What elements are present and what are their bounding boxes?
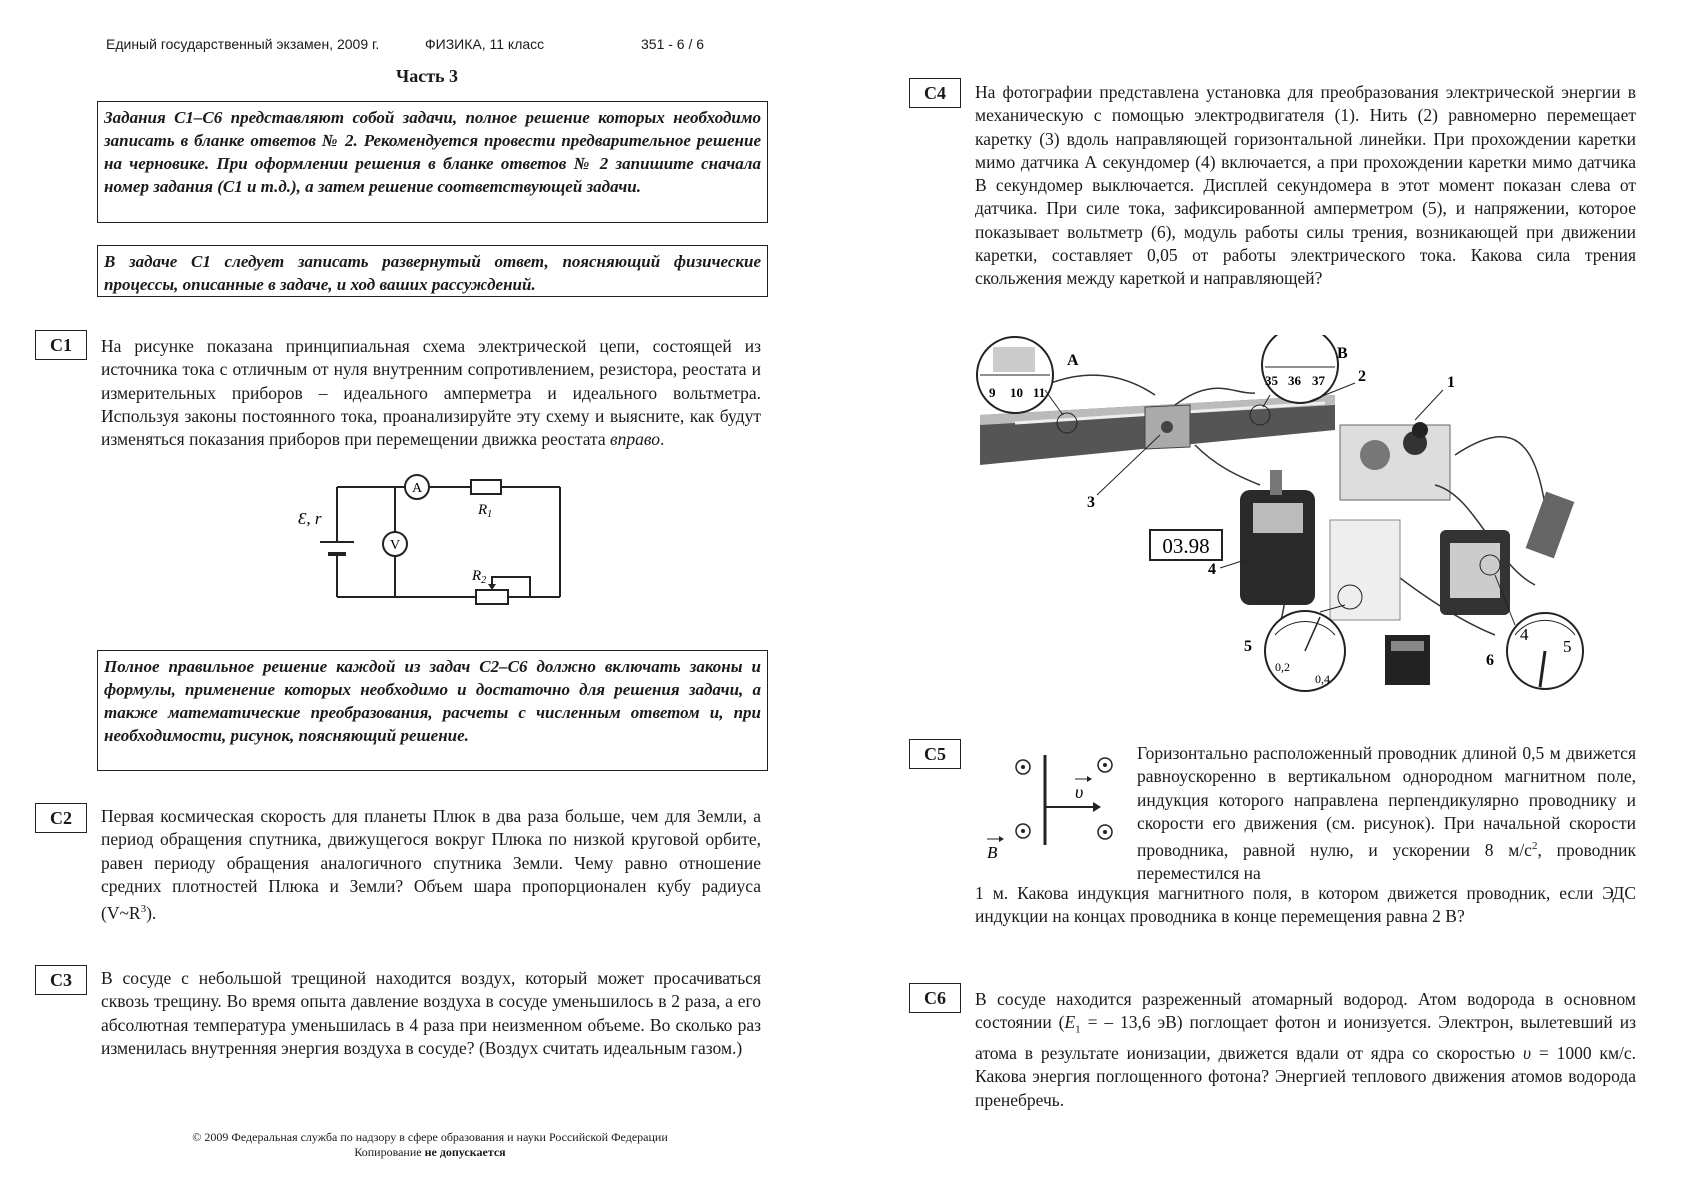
svg-text:0,2: 0,2 (1275, 660, 1290, 674)
task-text-c1: На рисунке показана принципиальная схема электрической цепи, состоящей из источника тока с отличным от нуля внутренним сопротивлением, резистора, реостата и измерительных приборов – идеального амперметра и идеального вольтметра. Используя законы постоянного тока, проанализируйте эту схему и выясните, как будут изменяться показания приборов при перемещении движка реостата вправо. (101, 336, 761, 450)
svg-text:2: 2 (1358, 368, 1366, 385)
c1-instruction-box: В задаче С1 следует записать развернутый ответ, поясняющий физические процессы, описанные в задаче, и ход ваших рассуждений. (97, 245, 768, 297)
circuit-diagram (290, 472, 570, 612)
svg-text:1: 1 (1447, 374, 1455, 391)
sensor-b-magnifier (1262, 335, 1338, 403)
task-text-c3: В сосуде с небольшой трещиной находится воздух, который может просачиваться сквозь трещину. Во время опыта давление воздуха в сосуде уменьшилось в 2 раза, а его абсолютная температура уменьшилась в 4 раза при неизменном объеме. Во сколько раз изменилась внутренняя энергия воздуха в сосуде? (Воздух считать идеальным газом.) (101, 968, 761, 1058)
emf-label: Ɛ, r (298, 509, 322, 528)
c2-c6-instruction-box: Полное правильное решение каждой из задач С2–С6 должно включать законы и формулы, применение которых необходимо и достаточно для решения задачи, а также математические преобразования, расчеты с численным ответом и, при необходимости, рисунок, поясняющий решение. (97, 650, 768, 771)
ammeter-label: A (411, 481, 423, 496)
task-text-c5-top: Горизонтально расположенный проводник длиной 0,5 м движется равноускоренно в вертикальном однородном магнитном поле, индукция которого направлена перпендикулярно проводнику и скорости его движения (см. рисунок). При начальной скорости проводника, равной нулю, и ускорении 8 $м/с^2$, проводник переместился на (1137, 743, 1636, 884)
svg-text:0,4: 0,4 (1315, 672, 1330, 686)
part-title: Часть 3 (396, 66, 459, 86)
svg-text:4: 4 (1208, 561, 1216, 578)
page-number: 351 - 6 / 6 (641, 36, 705, 52)
r2-label: $R_2$ (472, 568, 487, 586)
c1-text: На рисунке показана принципиальная схема электрической цепи, состоящей из источника тока с отличным от нуля внутренним сопротивлением, резистора, реостата и измерительных приборов – идеального амперметра и идеального вольтметра. Используя законы постоянного тока, проанализируйте эту схему и выясните, как будут изменяться показания приборов при перемещении движка реостата (101, 336, 761, 450)
svg-text:35: 35 (1265, 373, 1278, 388)
field-label: B (987, 843, 998, 862)
sensor-a-label: A (1067, 352, 1079, 369)
footer (160, 1130, 700, 1160)
svg-text:5: 5 (1244, 638, 1252, 655)
copyright-line: © 2009 Федеральная служба по надзору в сфере образования и науки Российской Федерации (192, 1130, 668, 1144)
task-label-c4: C4 (909, 78, 961, 108)
task-label-c3: C3 (35, 965, 87, 995)
svg-text:9: 9 (989, 385, 996, 400)
svg-text:11: 11 (1033, 385, 1046, 400)
sensor-b-label: B (1337, 345, 1348, 362)
task-label-c2: C2 (35, 803, 87, 833)
stopwatch-reading: 03.98 (1162, 534, 1210, 558)
svg-text:4: 4 (1520, 625, 1529, 644)
copy-notice: Копирование не допускается (354, 1145, 506, 1159)
intro-box: Задания С1–С6 представляют собой задачи, полное решение которых необходимо записать в бланке ответов № 2. Рекомендуется провести предварительное решение на черновике. При оформлении решения в бланке ответов № 2 запишите сначала номер задания (С1 и т.д.), а затем решение соответствующей задачи. (97, 101, 768, 223)
svg-text:37: 37 (1312, 373, 1325, 388)
velocity-label: υ (1075, 782, 1084, 802)
svg-text:36: 36 (1288, 373, 1301, 388)
svg-text:6: 6 (1486, 652, 1494, 669)
c5-figure (975, 745, 1115, 865)
subject-title: ФИЗИКА, 11 класс (425, 36, 545, 52)
task-text-c6: В сосуде находится разреженный атомарный водород. Атом водорода в основном состоянии ($E_1$ = – 13,6 эВ) поглощает фотон и ионизуется. Электрон, вылетевший из атома в результате ионизации, движется вдали от ядра со скоростью υ = 1000 км/с. Какова энергия поглощенного фотона? Энергией теплового движения атомов водорода пренебречь. (975, 989, 1637, 1110)
task-text-c5-bottom: 1 м. Какова индукция магнитного поля, в котором движется проводник, если ЭДС индукции на концах проводника в конце перемещения равна 2 В? (975, 883, 1636, 927)
voltmeter-label: V (389, 538, 401, 553)
apparatus-photo (975, 335, 1595, 695)
r1-label: $R_1$ (478, 502, 493, 520)
task-label-c5: C5 (909, 739, 961, 769)
svg-text:10: 10 (1010, 385, 1023, 400)
svg-text:3: 3 (1087, 494, 1095, 511)
task-text-c2: Первая космическая скорость для планеты Плюк в два раза больше, чем для Земли, а период обращения спутника, движущегося вокруг Плюка по низкой круговой орбите, равен периоду обращения аналогичного спутника Земли. Чему равно отношение средних плотностей Плюка и Земли? Объем шара пропорционален кубу радиуса $(V\sim R^3)$. (101, 806, 761, 924)
task-label-c6: C6 (909, 983, 961, 1013)
svg-text:5: 5 (1563, 637, 1572, 656)
exam-title: Единый государственный экзамен, 2009 г. (106, 36, 380, 52)
task-text-c4: На фотографии представлена установка для преобразования электрической энергии в механическую с помощью электродвигателя (1). Нить (2) равномерно перемещает каретку (3) вдоль направляющей горизонтальной линейки. При прохождении каретки мимо датчика А секундомер (4) включается, а при прохождении каретки мимо датчика В секундомер выключается. Дисплей секундомера в этот момент показан слева от датчика. При силе тока, зафиксированной амперметром (5), и напряжении, которое показывает вольтметр (6), модуль работы силы трения, возникающей при движении каретки, составляет 0,05 от работы электрического тока. Какова сила трения скольжения между кареткой и направляющей? (975, 82, 1636, 289)
task-label-c1: C1 (35, 330, 87, 360)
c1-direction: вправо (610, 429, 661, 450)
